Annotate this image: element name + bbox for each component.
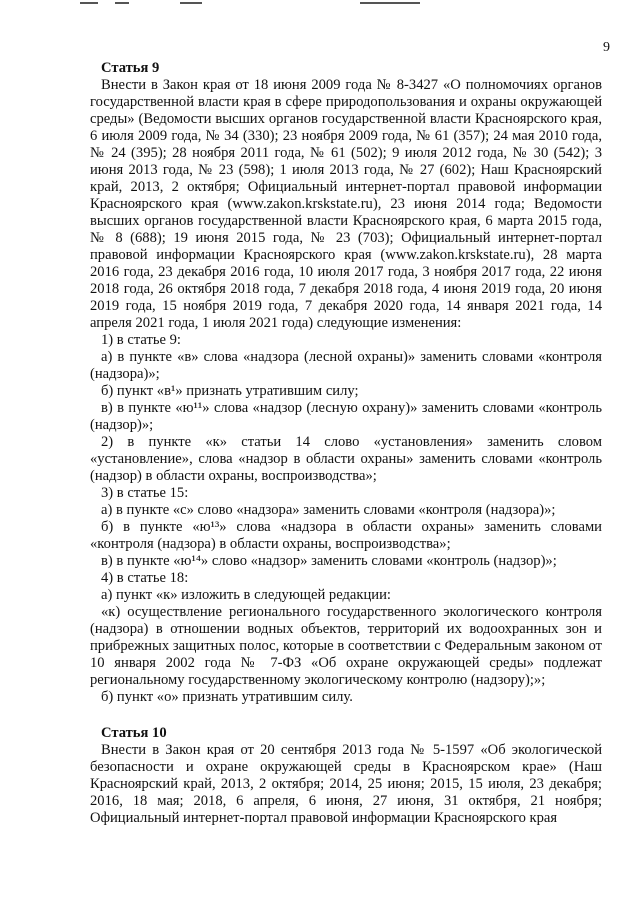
paragraph: 3) в статье 15:	[101, 485, 189, 501]
paragraph: б) пункт «о» признать утратившим силу.	[101, 689, 353, 705]
paragraph: «к) осуществление регионального государственного экологического контроля (надзора) в отношении водных объектов, территорий их водоохранных зон и прибрежных защитных полос, которые в соответствии с Федеральным законом от 10 января 2002 года № 7-ФЗ «Об охране окружающей среды» подлежат региональному государственному экологическому контролю (надзору);»;	[90, 604, 602, 688]
article-heading: Статья 10	[101, 725, 167, 741]
paragraph: Внести в Закон края от 18 июня 2009 года № 8-3427 «О полномочиях органов государственной власти края в сфере природопользования и охраны окружающей среды» (Ведомости высших органов государственной власти Красноярского края, 6 июля 2009 года, № 34 (330); 23 ноября 2009 года, № 61 (357); 24 мая 2010 года, № 24 (395); 28 ноября 2011 года, № 61 (502); 9 июля 2012 года, № 30 (542); 3 июня 2013 года, № 23 (598); 1 июля 2013 года, № 27 (602); Наш Красноярский край, 2013, 2 октября; Официальный интернет-портал правовой информации Красноярского края (www.zakon.krskstate.ru), 23 июня 2014 года; Ведомости высших органов государственной власти Красноярского края, 6 марта 2015 года, № 8 (688); 19 июня 2015 года, № 23 (703); Официальный интернет-портал правовой информации Красноярского края (www.zakon.krskstate.ru), 28 марта 2016 года, 23 декабря 2016 года, 10 июля 2017 года, 3 ноября 2017 года, 22 июня 2018 года, 26 октября 2018 года, 7 декабря 2018 года, 4 июня 2019 года, 20 июня 2019 года, 15 ноября 2019 года, 7 декабря 2020 года, 14 января 2021 года, 14 апреля 2021 года, 1 июля 2021 года) следующие изменения:	[90, 77, 602, 331]
paragraph: в) в пункте «ю¹¹» слова «надзор (лесную охрану)» заменить словами «контроль (надзор)»;	[90, 400, 602, 433]
paragraph: Внести в Закон края от 20 сентября 2013 года № 5-1597 «Об экологической безопасности и охране окружающей среды в Красноярском крае» (Наш Красноярский край, 2013, 2 октября; 2014, 25 июня; 2015, 15 июля, 23 декабря; 2016, 18 мая; 2018, 6 апреля, 6 июня, 27 июня, 31 октября, 21 ноября; Официальный интернет-портал правовой информации Красноярского края	[90, 742, 602, 826]
article-10	[90, 725, 602, 827]
paragraph: а) пункт «к» изложить в следующей редакции:	[101, 587, 391, 603]
article-heading: Статья 9	[101, 60, 160, 76]
paragraph: а) в пункте «с» слово «надзора» заменить словами «контроля (надзора)»;	[101, 502, 556, 518]
paragraph: 2) в пункте «к» статьи 14 слово «установления» заменить словом «установление», слова «надзор в области охраны» заменить словами «контроль (надзор) в области охраны, воспроизводства»;	[90, 434, 602, 484]
paragraph: 4) в статье 18:	[101, 570, 189, 586]
paragraph: а) в пункте «в» слова «надзора (лесной охраны)» заменить словами «контроля (надзора)»;	[90, 349, 602, 382]
paragraph: б) в пункте «ю¹³» слова «надзора в области охраны» заменить словами «контроля (надзора) в области охраны, воспроизводства»;	[90, 519, 602, 552]
paragraph: 1) в статье 9:	[101, 332, 181, 348]
paragraph: б) пункт «в¹» признать утратившим силу;	[101, 383, 359, 399]
paragraph: в) в пункте «ю¹⁴» слово «надзор» заменить словами «контроль (надзор)»;	[101, 553, 557, 569]
page-number: 9	[603, 40, 610, 55]
document-body	[90, 60, 602, 827]
article-9	[90, 60, 602, 706]
scan-artifact-marks	[60, 0, 460, 8]
